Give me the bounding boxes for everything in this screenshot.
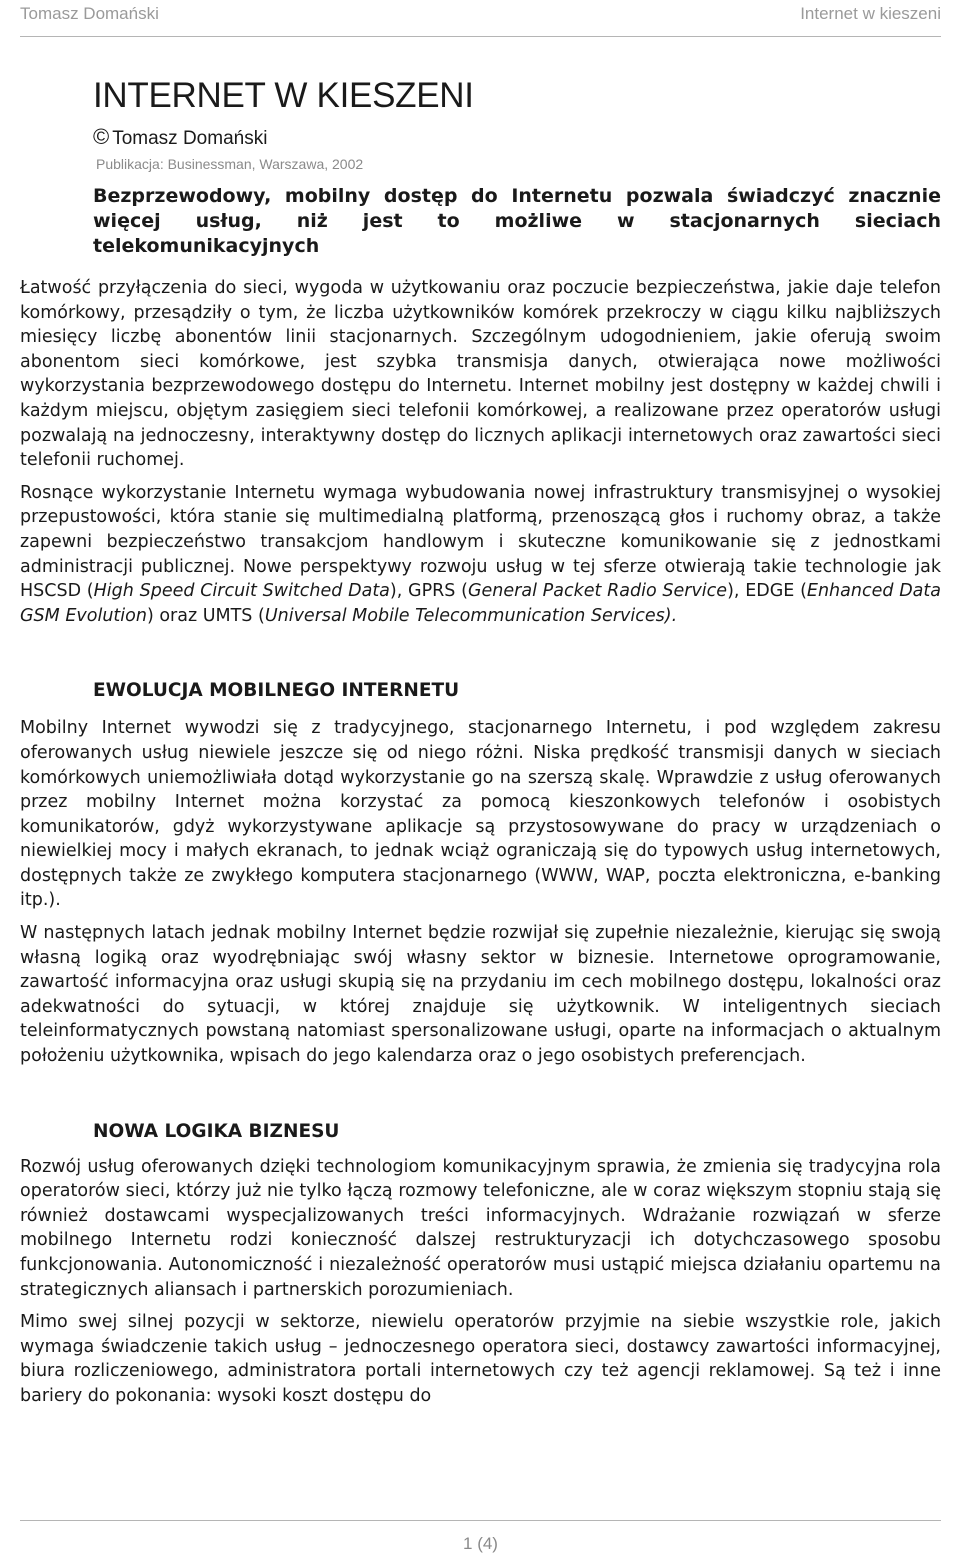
document-body xyxy=(20,70,941,1409)
intro-paragraph-2 xyxy=(20,481,941,629)
section1-paragraph-1: Mobilny Internet wywodzi się z tradycyjnego, stacjonarnego Internetu, i pod względem zakresu oferowanych usług niewiele jeszcze się od niego różni. Niska prędkość transmisji danych w sieciach komórkowych uniemożliwiała dotąd wykorzystanie go na szerszą skalę. Wprawdzie z usług oferowanych przez mobilny Internet można korzystać za pomocą kieszonkowych telefonów i osobistych komunikatorów, gdyż wykorzystywane aplikacje są przystosowywane do pracy w urządzeniach o niewielkiej mocy i małych ekranach, to jednak wciąż ograniczają się do typowych usług internetowych, dostępnych także ze zwykłego komputera stacjonarnego (WWW, WAP, poczta elektroniczna, e-banking itp.). xyxy=(20,718,941,911)
copyright-icon: © xyxy=(93,124,110,149)
edge-expansion: Enhanced Data GSM Evolution xyxy=(20,581,941,626)
section2-paragraph-2: Mimo swej silnej pozycji w sektorze, niewielu operatorów przyjmie na siebie wszystkie role, jakich wymaga świadczenie takich usług – jednoczesnego operatora sieci, dostawcy zawartości informacyjnej, biura rozliczeniowego, administratora portali internetowych czy też agencji reklamowej. Są też i inne bariery do pokonania: wysoki koszt dostępu do xyxy=(20,1312,941,1406)
document-title: INTERNET W KIESZENI xyxy=(93,76,474,115)
header-author: Tomasz Domański xyxy=(20,4,159,23)
intro-p2-text-c: ), EDGE ( xyxy=(727,581,807,602)
author-name: Tomasz Domański xyxy=(112,128,268,149)
title-block xyxy=(93,70,941,259)
publication-info: Publikacja: Businessman, Warszawa, 2002 xyxy=(96,156,364,172)
hscsd-expansion: High Speed Circuit Switched Data xyxy=(93,581,390,602)
running-header xyxy=(20,2,941,37)
author-line xyxy=(93,124,941,152)
page-number: 1 (4) xyxy=(463,1534,498,1553)
section1-paragraph-2: W następnych latach jednak mobilny Internet będzie rozwijał się zupełnie niezależnie, kierując się swoją własną logiką oraz wyodrębniając swój własny sektor w biznesie. Internetowe oprogramowanie, zawartość informacyjna oraz usługi skupią się na przydaniu im cech mobilnego dostępu, lokalności oraz adekwatności do sytuacji, w której znajduje się użytkownik. W inteligentnych sieciach teleinformatycznych powstaną natomiast spersonalizowane usługi, oparte na informacjach o aktualnym położeniu użytkownika, wpisach do jego kalendarza oraz o jego osobistych preferencjach. xyxy=(20,923,941,1067)
section-heading-evolution: EWOLUCJA MOBILNEGO INTERNETU xyxy=(93,680,460,702)
header-title: Internet w kieszeni xyxy=(800,4,941,23)
gprs-expansion: General Packet Radio Service xyxy=(467,581,728,602)
intro-p2-text-b: ), GPRS ( xyxy=(389,581,468,602)
section2-paragraph-1: Rozwój usług oferowanych dzięki technologiom komunikacyjnym sprawia, że zmienia się tradycyjna rola operatorów sieci, którzy już nie tylko łączą rozmowy telefoniczne, ale w coraz większym stopniu stają się również dostawcami wyspecjalizowanych treści informacyjnych. Wdrażanie rozwiązań w sferze mobilnego Internetu rodzi konieczność dalszej restrukturyzacji ich dotychczasowego sposobu funkcjonowania. Autonomiczność i niezależność operatorów musi ustąpić miejsca działaniu opartemu na strategicznych aliansach i partnerskich porozumieniach. xyxy=(20,1156,941,1300)
section-heading-business-logic: NOWA LOGIKA BIZNESU xyxy=(93,1120,340,1142)
lead-paragraph: Bezprzewodowy, mobilny dostęp do Internetu pozwala świadczyć znacznie więcej usług, niż jest to możliwe w stacjonarnych sieciach telekomunikacyjnych xyxy=(93,185,941,257)
intro-p2-text-a: Rosnące wykorzystanie Internetu wymaga wybudowania nowej infrastruktury transmisyjnej o wysokiej przepustowości, która stanie się multimedialną platformą, przenoszącą głos i ruchomy obraz, a także zapewni bezpieczeństwo transakcjom handlowym i skuteczne komunikowanie się z jednostkami administracji publicznej. Nowe perspektywy rozwoju usług w tej sferze otwierają takie technologie jak HSCSD ( xyxy=(20,482,941,602)
umts-expansion: Universal Mobile Telecommunication Services). xyxy=(264,605,678,626)
intro-p2-text-d: ) oraz UMTS ( xyxy=(146,605,265,626)
intro-paragraph-1: Łatwość przyłączenia do sieci, wygoda w użytkowaniu oraz poczucie bezpieczeństwa, jakie daje telefon komórkowy, przesądziły o tym, że liczba użytkowników komórek przekroczy w ciągu kilku najbliższych miesięcy liczbę abonentów linii stacjonarnych. Szczególnym udogodnieniem, jakie oferują swoim abonentom sieci komórkowe, jest szybka transmisja danych, otwierająca nowe możliwości wykorzystania bezprzewodowego dostępu do Internetu. Internet mobilny jest dostępny w każdej chwili i każdym miejscu, objętym zasięgiem sieci telefonii komórkowej, a realizowane przez operatorów usługi pozwalają na jednoczesny, interaktywny dostęp do licznych aplikacji internetowych oraz zawartości sieci telefonii ruchomej. xyxy=(20,278,941,471)
page-footer xyxy=(20,1520,941,1554)
